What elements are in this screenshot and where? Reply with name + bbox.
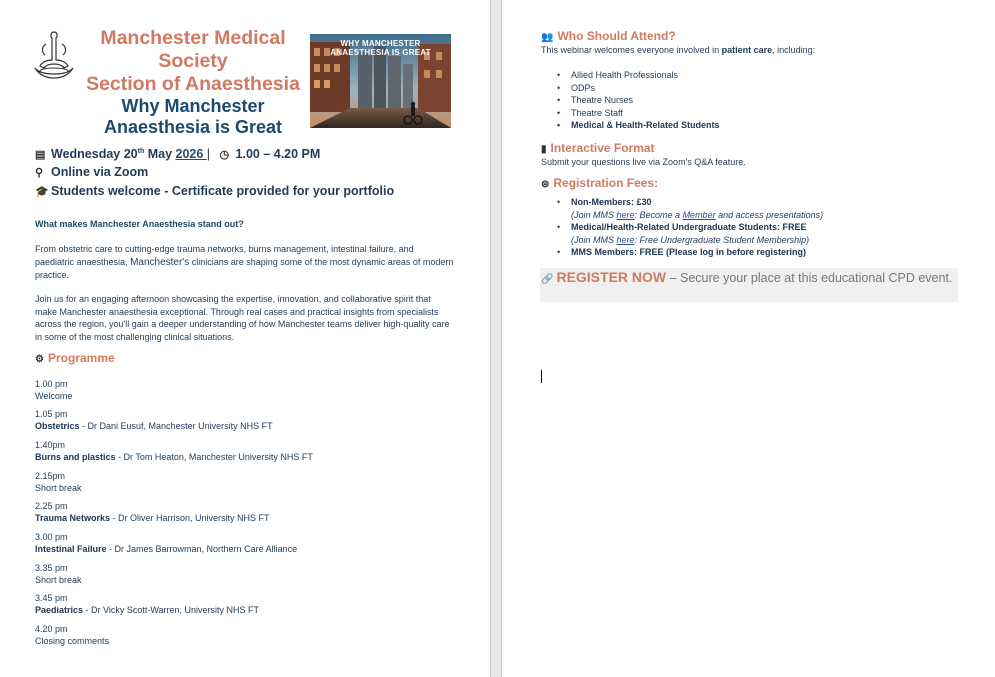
fee-members: MMS Members: FREE (Please log in before registering) — [571, 247, 807, 258]
intro-paragraph-2: Join us for an engaging afternoon showcasing the expertise, innovation, and collaborative spirit that make Manchester anaesthesia exceptional. Through real cases and practical insights from specialists across the region, you'll gain a deeper understanding of how Manchester teams deliver high-quality care in some of the most challenging clinical situations. — [35, 294, 450, 342]
fee-note-b: : Free Undergraduate Student Membership) — [634, 234, 810, 245]
people-icon: 👥 — [541, 32, 554, 43]
fee-non-members: Non-Members: £30 — [571, 197, 652, 207]
attend-heading — [541, 29, 676, 43]
programme-detail: - Dr Tom Heaton, Manchester University NHS FT — [115, 452, 313, 462]
programme-time: 2.15pm — [35, 471, 66, 481]
programme-detail: Short break — [35, 483, 82, 493]
programme-detail: - Dr Oliver Harrison, University NHS FT — [110, 513, 270, 523]
event-time: 1.00 – 4.20 PM — [235, 147, 321, 161]
list-item: • Medical & Health-Related Students — [541, 119, 720, 132]
intro-paragraph-1 — [35, 243, 455, 282]
intro-paragraph-1-a: From obstetric care to cutting-edge trauma networks, burns management, intestinal failure, and paediatric anaesthesia, — [35, 244, 414, 267]
page-gutter — [490, 0, 502, 677]
event-location — [35, 165, 148, 179]
attend-intro-a: This webinar welcomes everyone involved in — [541, 45, 722, 55]
programme-icon: ⚙ — [35, 354, 44, 365]
fees-heading-text: Registration Fees: — [553, 176, 659, 190]
programme-title: Intestinal Failure — [35, 544, 107, 554]
programme-item — [35, 562, 82, 586]
event-students — [35, 184, 394, 198]
fee-note-a: (Join MMS — [571, 209, 617, 220]
programme-heading-text: Programme — [47, 351, 115, 365]
programme-heading — [35, 351, 115, 365]
clock-icon: ◷ — [219, 149, 230, 161]
society-name-line2: Society — [158, 50, 228, 72]
event-title-block — [78, 27, 308, 138]
programme-time: 3.45 pm — [35, 593, 68, 603]
fees-heading — [541, 176, 658, 190]
fee-note-b: : Become a — [634, 209, 683, 220]
programme-title: Paediatrics — [35, 605, 84, 615]
programme-time: 3.35 pm — [35, 563, 68, 573]
fee-note — [571, 210, 823, 220]
programme-detail: - Dr James Barrowman, Northern Care Alliance — [106, 544, 298, 554]
programme-time: 1.00 pm — [35, 379, 68, 389]
graduation-cap-icon: 🎓 — [35, 186, 49, 198]
join-link[interactable]: here — [616, 209, 635, 220]
register-rest-text: – Secure your place at this educational CPD event. — [666, 271, 953, 285]
attend-list — [541, 69, 720, 132]
programme-title: Trauma Networks — [35, 513, 111, 523]
event-date-suffix: th — [137, 147, 145, 155]
programme-detail: Short break — [35, 575, 82, 585]
students-welcome-text: Students welcome — [51, 184, 161, 198]
programme-item — [35, 378, 72, 402]
programme-title: Obstetrics — [35, 421, 80, 431]
event-date-day: Wednesday 20 — [51, 147, 138, 161]
event-subtitle-line2: Anaesthesia is Great — [103, 117, 283, 137]
calendar-icon: ▤ — [35, 149, 46, 161]
list-item — [541, 196, 823, 221]
format-heading — [541, 141, 655, 155]
event-subtitle-line1: Why Manchester — [121, 96, 265, 116]
attend-intro-c: , including: — [772, 45, 816, 55]
list-item: • ODPs — [541, 82, 720, 95]
programme-detail: - Dr Dani Eusuf, Manchester University NHS FT — [79, 421, 273, 431]
event-location-text: Online via Zoom — [51, 165, 149, 179]
member-word: Member — [682, 209, 716, 220]
programme-time: 1.40pm — [35, 440, 66, 450]
list-item — [541, 221, 823, 246]
banner-text-line1: WHY MANCHESTER — [340, 39, 421, 48]
format-heading-text: Interactive Format — [550, 141, 655, 155]
attend-intro-b: patient care — [721, 45, 773, 55]
programme-time: 4.20 pm — [35, 624, 68, 634]
programme-item — [35, 470, 82, 494]
location-pin-icon: ⚲ — [35, 167, 44, 179]
fee-note — [571, 235, 809, 245]
tablet-icon: ▮ — [541, 144, 547, 155]
attend-intro — [541, 44, 815, 57]
programme-time: 1.05 pm — [35, 409, 68, 419]
programme-item — [35, 531, 297, 555]
fees-list — [541, 196, 823, 259]
format-text: Submit your questions live via Zoom's Q&A feature. — [541, 157, 746, 167]
certificate-text: - Certificate provided for your portfolio — [160, 184, 395, 198]
society-name-line1: Manchester Medical — [100, 27, 286, 49]
programme-detail: Welcome — [35, 391, 73, 401]
programme-time: 3.00 pm — [35, 532, 68, 542]
register-banner — [540, 268, 958, 302]
list-item — [541, 246, 823, 259]
programme-item — [35, 408, 273, 432]
intro-paragraph-1-c: clinicians are shaping some of the most dynamic areas of modern practice. — [35, 256, 454, 280]
programme-time: 2.25 pm — [35, 501, 68, 511]
section-name: Section of Anaesthesia — [86, 73, 300, 95]
programme-title: Burns and plastics — [35, 452, 116, 462]
event-date-month: May — [144, 147, 176, 161]
join-link[interactable]: here — [616, 234, 635, 245]
list-item: • Theatre Staff — [541, 107, 720, 120]
list-item: • Theatre Nurses — [541, 94, 720, 107]
text-cursor — [541, 370, 542, 383]
manchester-banner-image — [310, 34, 451, 128]
event-date-year: 2026 — [175, 147, 207, 161]
intro-heading: What makes Manchester Anaesthesia stand out? — [35, 219, 244, 229]
fee-students: Medical/Health-Related Undergraduate Students: FREE — [571, 222, 807, 233]
attend-heading-text: Who Should Attend? — [557, 29, 676, 43]
fee-note-a: (Join MMS — [571, 234, 617, 245]
programme-detail: - Dr Vicky Scott-Warren, University NHS FT — [83, 605, 260, 615]
ticket-icon: ⊜ — [541, 179, 550, 190]
programme-item — [35, 623, 109, 647]
register-now-link[interactable]: REGISTER NOW — [556, 269, 667, 285]
intro-paragraph-1-b: Manchester's — [130, 256, 190, 268]
link-icon: 🔗 — [541, 274, 554, 285]
society-crest-logo — [32, 30, 76, 82]
event-date-time: ▤ Wednesday 20th May 2026 | ◷ 1.00 – 4.20 PM — [35, 147, 321, 161]
fee-note-c: and access presentations) — [715, 209, 824, 220]
programme-item — [35, 500, 270, 524]
programme-item — [35, 592, 259, 616]
programme-item — [35, 439, 313, 463]
programme-detail: Closing comments — [35, 636, 110, 646]
list-item: • Allied Health Professionals — [541, 69, 720, 82]
banner-text-line2: ANAESTHESIA IS GREAT — [330, 48, 431, 57]
